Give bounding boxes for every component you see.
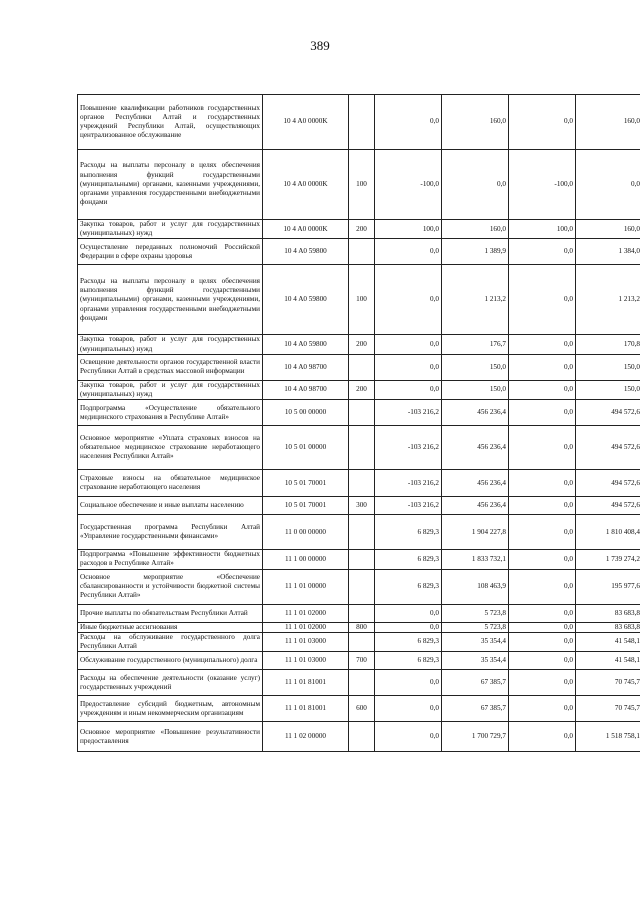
table-row [78,604,640,622]
row-name-cell: Осуществление переданных полномочий Российской Федерации в сфере охраны здоровья [78,239,263,265]
row-amount-change-1-cell: 0,0 [375,335,442,354]
row-code-cell: 10 4 A0 98700 [263,354,349,380]
table-row [78,265,640,335]
row-amount-total-1-cell: 1 833 732,1 [442,550,509,569]
row-code-cell: 10 4 A0 0000K [263,150,349,220]
row-code-cell: 11 1 01 02000 [263,604,349,622]
row-amount-total-1-cell: 160,0 [442,220,509,239]
table-row [78,515,640,550]
row-code-cell: 11 1 02 00000 [263,722,349,752]
row-amount-total-2-cell: 41 548,1 [576,652,640,670]
table-row [78,380,640,399]
row-amount-total-2-cell: 1 213,2 [576,265,640,335]
row-amount-total-2-cell: 150,0 [576,380,640,399]
row-amount-total-2-cell: 150,0 [576,354,640,380]
row-expense-type-cell [349,550,375,569]
row-amount-change-2-cell: 0,0 [509,604,576,622]
row-expense-type-cell [349,670,375,696]
row-amount-change-2-cell: 0,0 [509,622,576,632]
row-amount-change-2-cell: 0,0 [509,652,576,670]
row-code-cell: 11 1 01 00000 [263,569,349,604]
table-row [78,95,640,150]
row-expense-type-cell: 100 [349,150,375,220]
row-name-cell: Повышение квалификации работников государственных органов Республики Алтай и государственных учреждений Республики Алтай, осуществляющих централизованное обслуживание [78,95,263,150]
table-row [78,670,640,696]
row-amount-total-1-cell: 150,0 [442,380,509,399]
row-expense-type-cell [349,95,375,150]
row-expense-type-cell [349,722,375,752]
row-name-cell: Основное мероприятие «Обеспечение сбалансированности и устойчивости бюджетной системы Республики Алтай» [78,569,263,604]
row-amount-total-1-cell: 1 213,2 [442,265,509,335]
row-expense-type-cell [349,632,375,651]
row-amount-total-2-cell: 70 745,7 [576,670,640,696]
row-amount-change-2-cell: 0,0 [509,515,576,550]
row-amount-change-1-cell: -103 216,2 [375,470,442,497]
row-amount-change-1-cell: 6 829,3 [375,515,442,550]
row-name-cell: Подпрограмма «Осуществление обязательного медицинского страхования в Республике Алтай» [78,400,263,426]
row-name-cell: Расходы на обеспечение деятельности (оказание услуг) государственных учреждений [78,670,263,696]
row-expense-type-cell [349,569,375,604]
table-row [78,696,640,722]
row-amount-change-2-cell: 0,0 [509,335,576,354]
row-expense-type-cell: 100 [349,265,375,335]
table-row [78,470,640,497]
page-number: 389 [310,38,330,53]
row-amount-total-1-cell: 160,0 [442,95,509,150]
row-code-cell: 10 4 A0 59800 [263,335,349,354]
budget-table [77,94,640,752]
row-amount-total-1-cell: 0,0 [442,150,509,220]
row-amount-change-1-cell: -100,0 [375,150,442,220]
row-amount-total-2-cell: 494 572,6 [576,400,640,426]
row-amount-change-2-cell: 0,0 [509,670,576,696]
row-amount-total-2-cell: 494 572,6 [576,470,640,497]
row-name-cell: Государственная программа Республики Алтай «Управление государственными финансами» [78,515,263,550]
row-amount-total-1-cell: 456 236,4 [442,470,509,497]
row-name-cell: Закупка товаров, работ и услуг для государственных (муниципальных) нужд [78,220,263,239]
row-expense-type-cell: 300 [349,497,375,515]
row-amount-total-1-cell: 1 700 729,7 [442,722,509,752]
row-amount-total-1-cell: 1 389,9 [442,239,509,265]
table-row [78,569,640,604]
row-code-cell: 11 0 00 00000 [263,515,349,550]
row-amount-change-2-cell: 0,0 [509,632,576,651]
row-amount-total-1-cell: 456 236,4 [442,497,509,515]
row-expense-type-cell: 200 [349,220,375,239]
row-amount-change-1-cell: 6 829,3 [375,632,442,651]
row-expense-type-cell: 600 [349,696,375,722]
row-amount-total-1-cell: 5 723,8 [442,622,509,632]
table-row [78,722,640,752]
row-amount-change-1-cell: -103 216,2 [375,426,442,470]
row-amount-change-1-cell: 0,0 [375,696,442,722]
row-name-cell: Основное мероприятие «Повышение результативности предоставления [78,722,263,752]
row-amount-change-2-cell: 0,0 [509,354,576,380]
row-amount-total-1-cell: 108 463,9 [442,569,509,604]
row-expense-type-cell [349,400,375,426]
row-amount-change-2-cell: 0,0 [509,470,576,497]
row-amount-change-2-cell: -100,0 [509,150,576,220]
row-amount-change-2-cell: 0,0 [509,95,576,150]
row-amount-change-2-cell: 100,0 [509,220,576,239]
row-amount-total-2-cell: 160,0 [576,95,640,150]
row-name-cell: Прочие выплаты по обязательствам Республики Алтай [78,604,263,622]
row-amount-change-1-cell: 6 829,3 [375,652,442,670]
row-code-cell: 10 5 01 00000 [263,426,349,470]
row-expense-type-cell [349,515,375,550]
table-row [78,426,640,470]
row-name-cell: Закупка товаров, работ и услуг для государственных (муниципальных) нужд [78,380,263,399]
row-name-cell: Закупка товаров, работ и услуг для государственных (муниципальных) нужд [78,335,263,354]
row-amount-total-2-cell: 83 683,8 [576,622,640,632]
row-expense-type-cell: 200 [349,335,375,354]
row-amount-change-2-cell: 0,0 [509,239,576,265]
row-amount-total-2-cell: 83 683,8 [576,604,640,622]
row-code-cell: 10 4 A0 59800 [263,265,349,335]
row-expense-type-cell: 800 [349,622,375,632]
row-amount-change-1-cell: -103 216,2 [375,497,442,515]
row-code-cell: 10 4 A0 59800 [263,239,349,265]
row-amount-total-1-cell: 67 385,7 [442,670,509,696]
table-row [78,150,640,220]
row-code-cell: 10 4 A0 98700 [263,380,349,399]
row-amount-change-1-cell: 0,0 [375,604,442,622]
row-name-cell: Социальное обеспечение и иные выплаты населению [78,497,263,515]
row-code-cell: 10 5 00 00000 [263,400,349,426]
row-name-cell: Расходы на выплаты персоналу в целях обеспечения выполнения функций государственными (муниципальными) органами, казенными учреждениями, органами управления государственными внебюджетными фондами [78,265,263,335]
row-amount-change-1-cell: 0,0 [375,239,442,265]
table-row [78,220,640,239]
row-amount-change-1-cell: 6 829,3 [375,569,442,604]
row-amount-change-2-cell: 0,0 [509,497,576,515]
row-amount-change-1-cell: 0,0 [375,265,442,335]
row-amount-change-1-cell: 0,0 [375,95,442,150]
row-amount-change-2-cell: 0,0 [509,265,576,335]
row-amount-total-2-cell: 1 518 758,1 [576,722,640,752]
row-code-cell: 11 1 01 02000 [263,622,349,632]
row-amount-total-1-cell: 176,7 [442,335,509,354]
row-name-cell: Предоставление субсидий бюджетным, автономным учреждениям и иным некоммерческим организациям [78,696,263,722]
row-amount-change-1-cell: -103 216,2 [375,400,442,426]
row-amount-total-1-cell: 35 354,4 [442,652,509,670]
row-amount-change-2-cell: 0,0 [509,722,576,752]
table-row [78,400,640,426]
row-amount-total-2-cell: 170,8 [576,335,640,354]
row-code-cell: 11 1 00 00000 [263,550,349,569]
row-amount-total-1-cell: 67 385,7 [442,696,509,722]
row-expense-type-cell [349,426,375,470]
table-row [78,622,640,632]
row-amount-total-2-cell: 0,0 [576,150,640,220]
row-amount-total-1-cell: 456 236,4 [442,400,509,426]
table-row [78,550,640,569]
row-expense-type-cell [349,604,375,622]
row-amount-change-1-cell: 6 829,3 [375,550,442,569]
row-amount-change-1-cell: 0,0 [375,380,442,399]
row-amount-total-2-cell: 1 384,0 [576,239,640,265]
row-amount-total-1-cell: 1 904 227,8 [442,515,509,550]
row-code-cell: 10 5 01 70001 [263,497,349,515]
row-amount-change-2-cell: 0,0 [509,569,576,604]
row-amount-change-2-cell: 0,0 [509,426,576,470]
row-expense-type-cell [349,354,375,380]
row-name-cell: Обслуживание государственного (муниципального) долга [78,652,263,670]
row-amount-total-2-cell: 70 745,7 [576,696,640,722]
row-amount-change-1-cell: 100,0 [375,220,442,239]
row-name-cell: Основное мероприятие «Уплата страховых взносов на обязательное медицинское страхование неработающего населения Республики Алтай» [78,426,263,470]
table-row [78,652,640,670]
table-row [78,632,640,651]
row-amount-total-2-cell: 160,0 [576,220,640,239]
row-amount-change-2-cell: 0,0 [509,400,576,426]
row-code-cell: 11 1 01 81001 [263,696,349,722]
table-row [78,497,640,515]
row-amount-change-2-cell: 0,0 [509,550,576,569]
row-amount-total-1-cell: 35 354,4 [442,632,509,651]
row-expense-type-cell [349,239,375,265]
row-amount-total-1-cell: 150,0 [442,354,509,380]
row-code-cell: 11 1 01 03000 [263,652,349,670]
row-expense-type-cell: 700 [349,652,375,670]
row-code-cell: 10 5 01 70001 [263,470,349,497]
row-amount-total-2-cell: 1 739 274,2 [576,550,640,569]
row-name-cell: Расходы на выплаты персоналу в целях обеспечения выполнения функций государственными (муниципальными) органами, казенными учреждениями, органами управления государственными внебюджетными фондами [78,150,263,220]
row-amount-total-2-cell: 494 572,6 [576,426,640,470]
row-amount-total-1-cell: 456 236,4 [442,426,509,470]
row-name-cell: Освещение деятельности органов государственной власти Республики Алтай в средствах массовой информации [78,354,263,380]
row-amount-total-2-cell: 494 572,6 [576,497,640,515]
row-expense-type-cell: 200 [349,380,375,399]
row-name-cell: Иные бюджетные ассигнования [78,622,263,632]
row-amount-total-1-cell: 5 723,8 [442,604,509,622]
row-amount-total-2-cell: 195 977,6 [576,569,640,604]
row-name-cell: Страховые взносы на обязательное медицинское страхование неработающего населения [78,470,263,497]
row-name-cell: Расходы на обслуживание государственного долга Республики Алтай [78,632,263,651]
table-row [78,239,640,265]
table-row [78,335,640,354]
row-amount-change-1-cell: 0,0 [375,622,442,632]
row-code-cell: 10 4 A0 0000K [263,220,349,239]
row-amount-change-1-cell: 0,0 [375,722,442,752]
row-amount-change-2-cell: 0,0 [509,696,576,722]
table-row [78,354,640,380]
budget-table-body [78,95,640,752]
row-amount-total-2-cell: 1 810 408,4 [576,515,640,550]
row-code-cell: 11 1 01 03000 [263,632,349,651]
row-amount-total-2-cell: 41 548,1 [576,632,640,651]
row-expense-type-cell [349,470,375,497]
row-amount-change-1-cell: 0,0 [375,354,442,380]
row-amount-change-1-cell: 0,0 [375,670,442,696]
row-name-cell: Подпрограмма «Повышение эффективности бюджетных расходов в Республике Алтай» [78,550,263,569]
row-code-cell: 10 4 A0 0000K [263,95,349,150]
row-amount-change-2-cell: 0,0 [509,380,576,399]
row-code-cell: 11 1 01 81001 [263,670,349,696]
